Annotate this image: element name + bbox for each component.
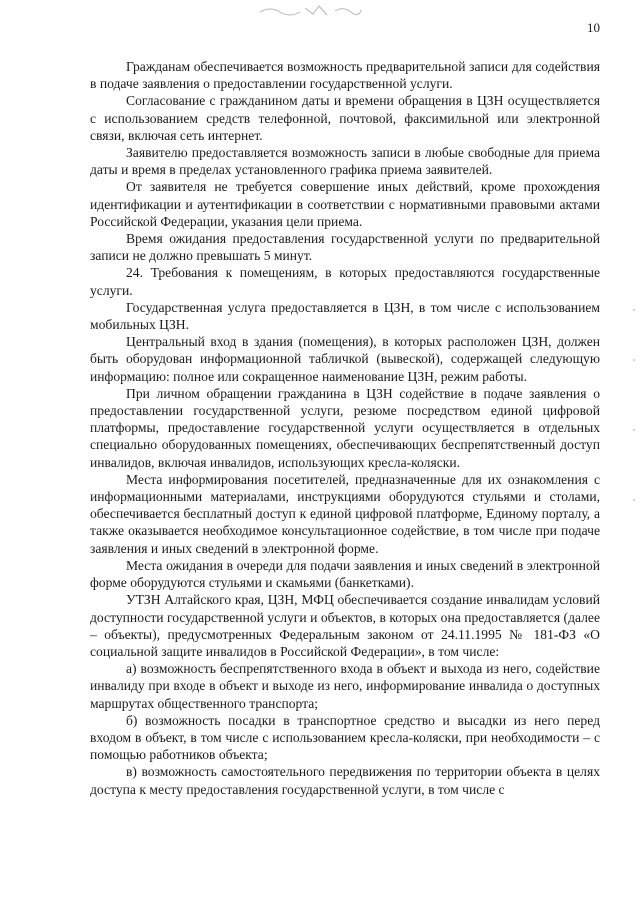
paragraph: Места информирования посетителей, предназначенные для их ознакомления с информационными материалами, инструкциями оборудуются стульями и столами, обеспечивается бесплатный доступ к единой цифровой платформе, Единому порталу, а также оказывается необходимое консультационное содействие, в том числе при подаче заявления и иных сведений в электронной форме.: [90, 471, 600, 556]
paragraph: Согласование с гражданином даты и времени обращения в ЦЗН осуществляется с использованием средств телефонной, почтовой, факсимильной или электронной связи, включая сеть интернет.: [90, 93, 600, 143]
paragraph: Места ожидания в очереди для подачи заявления и иных сведений в электронной форме оборудуются стульями и скамьями (банкетками).: [90, 557, 600, 591]
scan-edge-noise: [632, 300, 636, 560]
paragraph: Гражданам обеспечивается возможность предварительной записи для содействия в подаче заявления о предоставлении государственной услуги.: [90, 59, 600, 92]
list-item: б) возможность посадки в транспортное средство и высадки из него перед входом в объект, в том числе с использованием кресла-коляски, при необходимости – с помощью работников объекта;: [90, 712, 600, 763]
paragraph: Государственная услуга предоставляется в ЦЗН, в том числе с использованием мобильных ЦЗН.: [90, 299, 600, 333]
paragraph: УТЗН Алтайского края, ЦЗН, МФЦ обеспечивается создание инвалидам условий доступности государственной услуги и объектов, в которых она предоставляется (далее – объекты), предусмотренных Федеральным законом от 24.11.1995 № 181-ФЗ «О социальной защите инвалидов в Российской Федерации», в том числе:: [90, 592, 600, 659]
paragraph: Заявителю предоставляется возможность записи в любые свободные для приема даты и время в пределах установленного графика приема заявителей.: [90, 145, 600, 178]
list-item: в) возможность самостоятельного передвижения по территории объекта в целях доступа к месту предоставления государственной услуги, в том числе с: [90, 764, 600, 797]
paragraph: Центральный вход в здания (помещения), в которых расположен ЦЗН, должен быть оборудован информационной табличкой (вывеской), содержащей следующую информацию: полное или сокращенное наименование ЦЗН, режим работы.: [90, 334, 600, 384]
paragraph: Время ожидания предоставления государственной услуги по предварительной записи не должно превышать 5 минут.: [90, 231, 600, 264]
paragraph: От заявителя не требуется совершение иных действий, кроме прохождения идентификации и аутентификации в соответствии с нормативными правовыми актами Российской Федерации, указания цели приема.: [90, 179, 600, 229]
page-number: 10: [587, 20, 600, 35]
section-heading: 24. Требования к помещениям, в которых предоставляются государственные услуги.: [90, 265, 600, 298]
paragraph: При личном обращении гражданина в ЦЗН содействие в подаче заявления о предоставлении государственной услуги, резюме посредством единой цифровой платформы, предоставление государственной услуги осуществляется в отдельных специально оборудованных помещениях, обеспечивающих беспрепятственный доступ инвалидов, включая инвалидов, использующих кресла-коляски.: [90, 385, 600, 470]
list-item: а) возможность беспрепятственного входа в объект и выхода из него, содействие инвалиду при входе в объект и выходе из него, информирование инвалида о доступных маршрутах общественного транспорта;: [90, 661, 600, 711]
body-text: [90, 58, 600, 798]
scan-artifact: [255, 2, 365, 20]
